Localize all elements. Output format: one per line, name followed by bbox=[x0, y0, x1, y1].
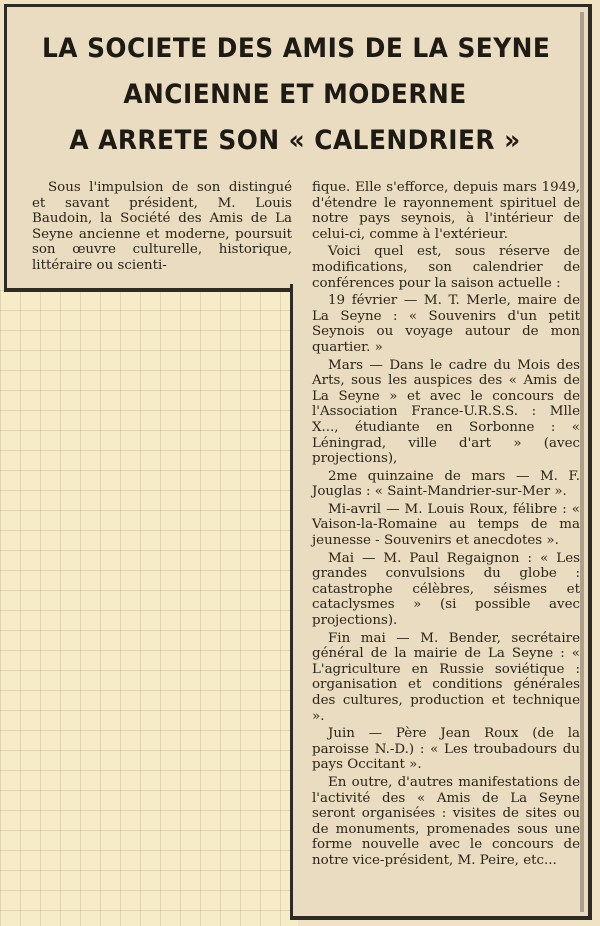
calendar-entry: 2me quinzaine de mars — M. F. Jouglas : « Saint-Mandrier-sur-Mer ». bbox=[312, 468, 580, 500]
calendar-entry: Mai — M. Paul Regaignon : « Les grandes convulsions du globe : catastrophe célèbres, séismes et cataclysmes » (si possible avec projections). bbox=[312, 550, 580, 629]
article-column-right bbox=[312, 180, 580, 869]
closing-paragraph: En outre, d'autres manifestations de l'activité des « Amis de La Seyne seront organisées : visites de sites ou de monuments, promenades sous une forme nouvelle avec le concours de notre vice-président, M. Peire, etc... bbox=[312, 774, 580, 868]
calendar-entry: 19 février — M. T. Merle, maire de La Seyne : « Souvenirs d'un petit Seynois ou voyage autour de mon quartier. » bbox=[312, 293, 580, 355]
headline-line-1: LA SOCIETE DES AMIS DE LA SEYNE bbox=[42, 33, 551, 64]
article-column-left bbox=[32, 180, 292, 274]
calendar-intro: Voici quel est, sous réserve de modifications, son calendrier de conférences pour la saison actuelle : bbox=[312, 244, 580, 291]
intro-paragraph-end: fique. Elle s'efforce, depuis mars 1949, d'étendre le rayonnement spirituel de notre pays seynois, à l'intérieur de celui-ci, comme à l'extérieur. bbox=[312, 180, 580, 242]
calendar-entry: Mars — Dans le cadre du Mois des Arts, sous les auspices des « Amis de La Seyne » et avec le concours de l'Association France-U.R.S.S. : Mlle X..., étudiante en Sorbonne : « Léningrad, ville d'art » (avec projections), bbox=[312, 357, 580, 467]
notebook-paper bbox=[0, 290, 298, 926]
fold-shadow bbox=[580, 12, 584, 912]
calendar-entry: Mi-avril — M. Louis Roux, félibre : « Vaison-la-Romaine au temps de ma jeunesse - Souvenirs et anecdotes ». bbox=[312, 501, 580, 549]
intro-paragraph-start: Sous l'impulsion de son distingué et savant président, M. Louis Baudoin, la Société des Amis de La Seyne ancienne et moderne, poursuit son œuvre culturelle, historique, littéraire ou scienti- bbox=[32, 180, 292, 273]
headline-line-3: A ARRETE SON « CALENDRIER » bbox=[69, 125, 521, 156]
calendar-entry: Fin mai — M. Bender, secrétaire général de la mairie de La Seyne : « L'agriculture en Russie soviétique : organisation et conditions générales des cultures, production et technique ». bbox=[312, 630, 580, 724]
calendar-entry: Juin — Père Jean Roux (de la paroisse N.-D.) : « Les troubadours du pays Occitant ». bbox=[312, 726, 580, 773]
headline-line-2: ANCIENNE ET MODERNE bbox=[123, 79, 467, 110]
headline bbox=[42, 26, 551, 164]
